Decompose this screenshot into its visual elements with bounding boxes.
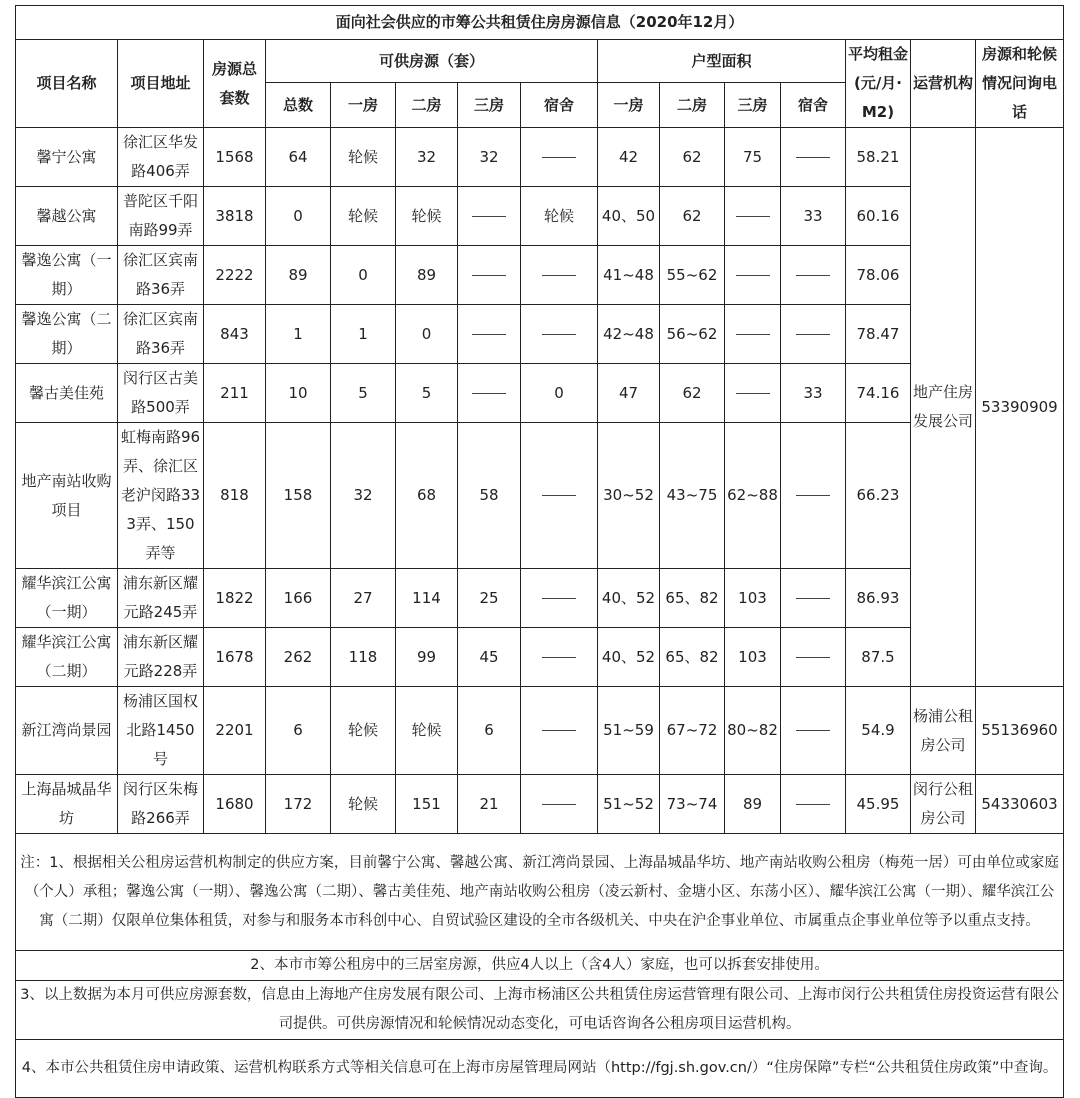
table-row [16,128,1064,187]
dash-placeholder [542,804,576,805]
table-row [16,569,1064,628]
header-available-group: 可供房源（套） [266,40,598,83]
cell-avail-1: 5 [331,364,396,423]
cell-area-2: 62 [660,364,725,423]
cell-area-dorm [781,305,846,364]
cell-avail-1: 1 [331,305,396,364]
cell-avail-dorm [521,569,598,628]
cell-operator: 地产住房发展公司 [911,128,976,687]
table-row [16,305,1064,364]
cell-avail-total: 1 [266,305,331,364]
cell-phone: 54330603 [976,775,1064,834]
cell-area-2: 56~62 [660,305,725,364]
cell-avail-dorm [521,628,598,687]
table-row [16,364,1064,423]
cell-area-1: 40、50 [598,187,660,246]
cell-area-1: 42 [598,128,660,187]
table-row [16,775,1064,834]
cell-avail-1: 0 [331,246,396,305]
cell-total-units: 3818 [204,187,266,246]
header-area-dorm: 宿舍 [781,83,846,128]
cell-name: 馨逸公寓（二期） [16,305,118,364]
cell-name: 新江湾尚景园 [16,687,118,775]
dash-placeholder [796,334,830,335]
header-avail-dorm: 宿舍 [521,83,598,128]
cell-avg-rent: 78.06 [846,246,911,305]
cell-avail-2: 32 [396,128,458,187]
cell-total-units: 843 [204,305,266,364]
cell-area-1: 51~52 [598,775,660,834]
dash-placeholder [542,334,576,335]
dash-placeholder [736,275,770,276]
cell-avail-total: 158 [266,423,331,569]
cell-area-3: 75 [725,128,781,187]
table-row [16,423,1064,569]
cell-avail-dorm [521,687,598,775]
cell-phone: 55136960 [976,687,1064,775]
dash-placeholder [472,275,506,276]
header-avg-rent: 平均租金(元/月·M2) [846,40,911,128]
cell-avail-1: 轮候 [331,687,396,775]
cell-avail-3 [458,305,521,364]
table-title: 面向社会供应的市筹公共租赁住房房源信息（2020年12月） [16,6,1064,40]
cell-avail-1: 轮候 [331,128,396,187]
cell-area-3: 103 [725,569,781,628]
header-avail-2: 二房 [396,83,458,128]
cell-total-units: 2222 [204,246,266,305]
cell-avail-2: 99 [396,628,458,687]
cell-total-units: 2201 [204,687,266,775]
table-row [16,687,1064,775]
cell-avail-total: 172 [266,775,331,834]
table-row [16,187,1064,246]
cell-address: 虹梅南路96弄、徐汇区老沪闵路333弄、150弄等 [118,423,204,569]
cell-avail-dorm: 轮候 [521,187,598,246]
cell-area-2: 67~72 [660,687,725,775]
cell-avail-dorm [521,775,598,834]
cell-area-3 [725,364,781,423]
cell-area-dorm [781,775,846,834]
cell-total-units: 1822 [204,569,266,628]
dash-placeholder [542,730,576,731]
dash-placeholder [796,657,830,658]
cell-avg-rent: 54.9 [846,687,911,775]
header-phone: 房源和轮候情况问询电话 [976,40,1064,128]
dash-placeholder [796,730,830,731]
dash-placeholder [796,598,830,599]
cell-area-dorm [781,423,846,569]
cell-avg-rent: 87.5 [846,628,911,687]
dash-placeholder [796,495,830,496]
cell-name: 耀华滨江公寓（一期） [16,569,118,628]
housing-supply-table [15,5,1064,1098]
cell-area-dorm [781,687,846,775]
cell-area-dorm [781,128,846,187]
cell-area-dorm: 33 [781,187,846,246]
cell-avg-rent: 66.23 [846,423,911,569]
cell-address: 闵行区朱梅路266弄 [118,775,204,834]
dash-placeholder [542,598,576,599]
cell-area-dorm [781,628,846,687]
cell-name: 馨古美佳苑 [16,364,118,423]
cell-address: 徐汇区华发路406弄 [118,128,204,187]
dash-placeholder [472,216,506,217]
cell-area-3: 80~82 [725,687,781,775]
header-address: 项目地址 [118,40,204,128]
dash-placeholder [736,334,770,335]
dash-placeholder [472,393,506,394]
cell-address: 徐汇区宾南路36弄 [118,246,204,305]
cell-avail-2: 114 [396,569,458,628]
cell-avail-3: 58 [458,423,521,569]
cell-total-units: 211 [204,364,266,423]
cell-total-units: 1680 [204,775,266,834]
note-3: 3、以上数据为本月可供应房源套数，信息由上海地产住房发展有限公司、上海市杨浦区公共租赁住房运营管理有限公司、上海市闵行公共租赁住房投资运营有限公司提供。可供房源情况和轮候情况动态变化，可电话咨询各公租房项目运营机构。 [16,981,1064,1040]
cell-avail-3: 21 [458,775,521,834]
cell-avail-2: 轮候 [396,187,458,246]
cell-total-units: 1678 [204,628,266,687]
header-area-3: 三房 [725,83,781,128]
cell-avail-dorm [521,423,598,569]
cell-area-3 [725,305,781,364]
header-avail-1: 一房 [331,83,396,128]
cell-avail-dorm [521,246,598,305]
cell-avail-1: 118 [331,628,396,687]
cell-avail-2: 89 [396,246,458,305]
cell-area-3: 62~88 [725,423,781,569]
header-area-group: 户型面积 [598,40,846,83]
note-4: 4、本市公共租赁住房申请政策、运营机构联系方式等相关信息可在上海市房屋管理局网站（http://fgj.sh.gov.cn/）“住房保障”专栏“公共租赁住房政策”中查询。 [16,1040,1064,1098]
cell-avg-rent: 58.21 [846,128,911,187]
cell-area-3: 89 [725,775,781,834]
cell-name: 馨逸公寓（一期） [16,246,118,305]
cell-avg-rent: 45.95 [846,775,911,834]
cell-avg-rent: 74.16 [846,364,911,423]
cell-area-1: 40、52 [598,628,660,687]
cell-area-3: 103 [725,628,781,687]
cell-area-1: 51~59 [598,687,660,775]
cell-avg-rent: 86.93 [846,569,911,628]
cell-area-1: 41~48 [598,246,660,305]
dash-placeholder [796,804,830,805]
cell-avail-1: 轮候 [331,187,396,246]
cell-avail-2: 0 [396,305,458,364]
cell-total-units: 818 [204,423,266,569]
cell-area-2: 62 [660,128,725,187]
dash-placeholder [542,657,576,658]
cell-avail-3: 45 [458,628,521,687]
dash-placeholder [796,275,830,276]
dash-placeholder [542,495,576,496]
dash-placeholder [542,157,576,158]
note-1: 注：1、根据相关公租房运营机构制定的供应方案，目前馨宁公寓、馨越公寓、新江湾尚景园、上海晶城晶华坊、地产南站收购公租房（梅苑一居）可由单位或家庭（个人）承租；馨逸公寓（一期）、馨逸公寓（二期）、馨古美佳苑、地产南站收购公租房（凌云新村、金塘小区、东荡小区）、耀华滨江公寓（一期）、耀华滨江公寓（二期）仅限单位集体租赁，对参与和服务本市科创中心、自贸试验区建设的全市各级机关、中央在沪企事业单位、市属重点企事业单位等予以重点支持。 [16,834,1064,951]
cell-area-1: 40、52 [598,569,660,628]
cell-avg-rent: 60.16 [846,187,911,246]
cell-avail-3: 32 [458,128,521,187]
cell-name: 上海晶城晶华坊 [16,775,118,834]
cell-avail-total: 64 [266,128,331,187]
cell-area-dorm [781,569,846,628]
dash-placeholder [736,393,770,394]
header-avail-3: 三房 [458,83,521,128]
cell-avail-1: 27 [331,569,396,628]
cell-avail-dorm [521,305,598,364]
cell-avail-dorm [521,128,598,187]
cell-area-1: 30~52 [598,423,660,569]
cell-area-dorm: 33 [781,364,846,423]
cell-avail-dorm: 0 [521,364,598,423]
cell-area-2: 55~62 [660,246,725,305]
header-name: 项目名称 [16,40,118,128]
header-operator: 运营机构 [911,40,976,128]
cell-address: 浦东新区耀元路228弄 [118,628,204,687]
cell-area-dorm [781,246,846,305]
cell-name: 馨越公寓 [16,187,118,246]
cell-avail-3: 25 [458,569,521,628]
dash-placeholder [542,275,576,276]
cell-avail-total: 0 [266,187,331,246]
header-avail-total: 总数 [266,83,331,128]
header-area-1: 一房 [598,83,660,128]
cell-avail-total: 10 [266,364,331,423]
cell-avail-3 [458,187,521,246]
cell-name: 耀华滨江公寓（二期） [16,628,118,687]
cell-phone: 53390909 [976,128,1064,687]
cell-area-1: 42~48 [598,305,660,364]
dash-placeholder [796,157,830,158]
cell-area-1: 47 [598,364,660,423]
cell-area-2: 62 [660,187,725,246]
cell-avail-2: 轮候 [396,687,458,775]
cell-avail-3 [458,364,521,423]
cell-area-2: 65、82 [660,569,725,628]
cell-address: 闵行区古美路500弄 [118,364,204,423]
cell-avg-rent: 78.47 [846,305,911,364]
cell-area-2: 73~74 [660,775,725,834]
cell-area-3 [725,246,781,305]
header-area-2: 二房 [660,83,725,128]
cell-area-2: 65、82 [660,628,725,687]
cell-address: 徐汇区宾南路36弄 [118,305,204,364]
header-total-units: 房源总套数 [204,40,266,128]
cell-avail-2: 68 [396,423,458,569]
cell-avail-1: 32 [331,423,396,569]
cell-area-2: 43~75 [660,423,725,569]
cell-avail-3 [458,246,521,305]
table-row [16,246,1064,305]
cell-operator: 杨浦公租房公司 [911,687,976,775]
cell-name: 地产南站收购项目 [16,423,118,569]
cell-avail-1: 轮候 [331,775,396,834]
cell-area-3 [725,187,781,246]
cell-operator: 闵行公租房公司 [911,775,976,834]
cell-avail-total: 166 [266,569,331,628]
cell-avail-2: 151 [396,775,458,834]
note-2: 2、本市市筹公租房中的三居室房源，供应4人以上（含4人）家庭，也可以拆套安排使用。 [16,951,1064,981]
cell-name: 馨宁公寓 [16,128,118,187]
table-row [16,628,1064,687]
cell-avail-total: 6 [266,687,331,775]
cell-address: 普陀区千阳南路99弄 [118,187,204,246]
cell-address: 杨浦区国权北路1450号 [118,687,204,775]
cell-total-units: 1568 [204,128,266,187]
dash-placeholder [736,216,770,217]
cell-avail-3: 6 [458,687,521,775]
cell-address: 浦东新区耀元路245弄 [118,569,204,628]
cell-avail-2: 5 [396,364,458,423]
cell-avail-total: 89 [266,246,331,305]
cell-avail-total: 262 [266,628,331,687]
dash-placeholder [472,334,506,335]
